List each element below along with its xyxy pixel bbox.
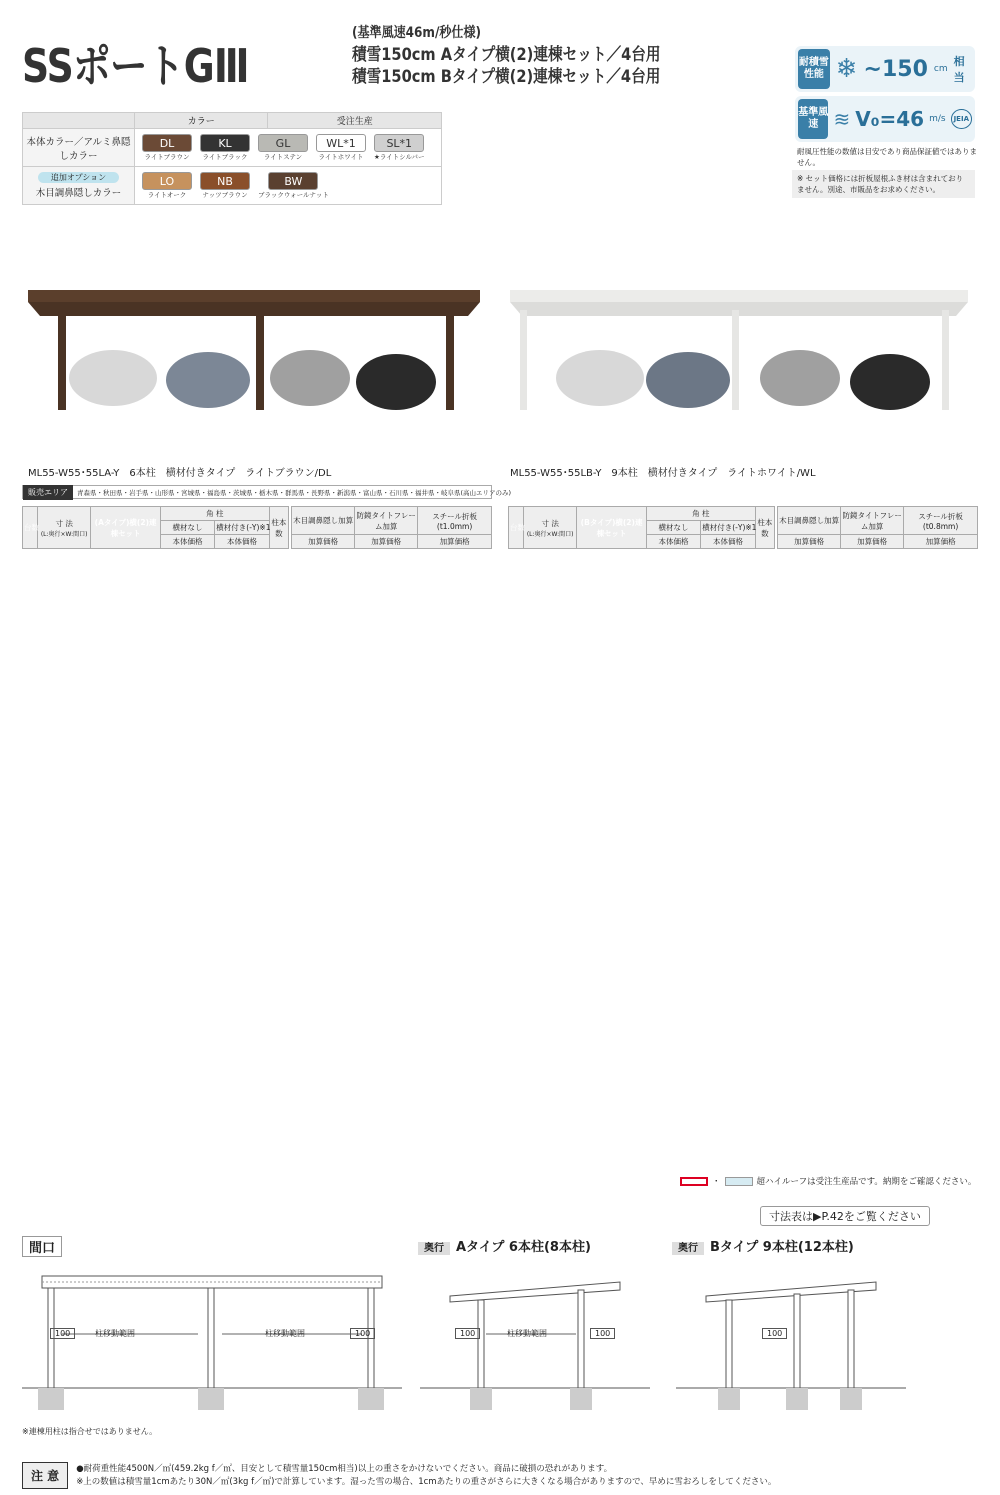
color-table <box>22 112 442 205</box>
sw2-row <box>136 172 440 199</box>
dims-link[interactable]: 寸法表は▶P.42をご覧ください <box>760 1206 930 1226</box>
col-count-b: 台数 <box>509 507 524 549</box>
swatch-wl <box>316 134 366 161</box>
caution <box>22 1462 776 1489</box>
col-body-b2: 本体価格 <box>701 535 755 549</box>
swatch-name: ブラックウォールナット <box>258 191 329 199</box>
col-size-label: 寸 法 <box>55 518 73 528</box>
caption-b: ML55-W55･55LB-Y 9本柱 横材付きタイプ ライトホワイト/WL <box>510 468 816 479</box>
front-range-2: 柱移動範囲 <box>265 1329 305 1338</box>
wind-note: 耐風圧性能の数値は目安であり商品保証値ではありません。 <box>797 147 977 167</box>
front-diagram <box>22 1262 402 1422</box>
a-depth-diagram <box>420 1262 650 1422</box>
col-size <box>37 507 90 549</box>
swatch-chip: NB <box>200 172 250 190</box>
col-tile: 防鏡タイトフレーム加算 <box>355 507 418 535</box>
col-none-b: 横材なし <box>646 521 700 535</box>
page-title: SSポートGⅢ <box>22 39 249 93</box>
swatch-name: ライトオーク <box>147 191 187 199</box>
swatch-name: ナッツブラウン <box>202 191 248 199</box>
b-tag: 100 <box>762 1328 787 1339</box>
subtitle-wind: (基準風速46m/秒仕様) <box>352 25 481 41</box>
swatch-nb <box>200 172 250 199</box>
col-kaku: 角 柱 <box>160 507 269 521</box>
price-table-a <box>22 506 492 549</box>
sales-area <box>22 485 512 499</box>
caution-label: 注 意 <box>22 1462 68 1489</box>
col-pillar-b: 柱本数 <box>755 507 774 549</box>
col-add-2: 加算価格 <box>355 535 418 549</box>
snow-rating <box>795 46 975 92</box>
col-pillar: 柱本数 <box>269 507 288 549</box>
col-body-b1: 本体価格 <box>646 535 700 549</box>
col-add-b1: 加算価格 <box>778 535 841 549</box>
swatch-chip: GL <box>258 134 308 152</box>
wood-color-cell <box>23 167 135 205</box>
set-note: ※ セット価格には折板屋根ふき材は含まれておりません。別途、市販品をお求めください。 <box>792 170 975 198</box>
swatch-chip: WL*1 <box>316 134 366 152</box>
snow-label: 耐積雪性能 <box>798 49 830 89</box>
col-none: 横材なし <box>160 521 214 535</box>
a-tag-left: 100 <box>455 1328 480 1339</box>
color-header: カラー <box>135 113 268 129</box>
swatch-chip: BW <box>268 172 318 190</box>
subtitle <box>352 22 711 88</box>
a-diagram-title <box>418 1236 591 1255</box>
wood-color-label: 木目調鼻隠しカラー <box>35 188 122 199</box>
col-set-b: (Bタイプ)横(2)連棟セット <box>577 507 646 549</box>
wood-swatches <box>135 167 442 205</box>
price-table-b <box>508 506 978 549</box>
col-kaku-b: 角 柱 <box>646 507 755 521</box>
col-steel-a: スチール折板(t1.0mm) <box>418 507 492 535</box>
col-size-b-label: 寸 法 <box>541 518 559 528</box>
col-tile-b: 防鏡タイトフレーム加算 <box>841 507 904 535</box>
swatch-name: ライトステン <box>263 153 303 161</box>
col-steel-b: スチール折板(t0.8mm) <box>904 507 978 535</box>
swatch-chip: SL*1 <box>374 134 424 152</box>
wind-unit: m/s <box>929 114 946 124</box>
front-tag-left: 100 <box>50 1328 75 1339</box>
carport-photo-a <box>28 290 483 415</box>
col-size-sub: (L:奥行×W:間口) <box>40 530 88 538</box>
swatch-chip: LO <box>142 172 192 190</box>
legend-b: ・ 超ハイルーフは受注生産品です。納期をご確認ください。 <box>680 1175 976 1187</box>
sales-area-label: 販売エリア <box>23 485 73 500</box>
a-tag-right: 100 <box>590 1328 615 1339</box>
subtitle-a: 積雪150cm Aタイプ横(2)連棟セット／4台用 <box>352 45 661 65</box>
a-depth-tag: 奥行 <box>418 1242 450 1255</box>
col-count: 台数 <box>23 507 38 549</box>
b-diagram-title <box>672 1236 854 1255</box>
col-add-3: 加算価格 <box>418 535 492 549</box>
snowflake-icon: ❄ <box>835 54 858 84</box>
wind-label: 基準風速 <box>798 99 828 139</box>
col-wood: 木目調鼻隠し加算 <box>292 507 355 535</box>
swatch-sl <box>374 134 425 161</box>
subtitle-b: 積雪150cm Bタイプ横(2)連棟セット／4台用 <box>352 67 661 87</box>
front-range-1: 柱移動範囲 <box>95 1329 135 1338</box>
snow-value: ~150 <box>863 56 928 82</box>
a-range: 柱移動範囲 <box>507 1329 547 1338</box>
wind-rating <box>795 96 975 142</box>
wind-icon: ≋ <box>833 107 851 131</box>
jeia-badge: JEIA <box>951 109 972 129</box>
col-with-b: 横材付き(-Y)※1 <box>701 521 755 535</box>
swatch-chip: DL <box>142 134 192 152</box>
caption-a: ML55-W55･55LA-Y 6本柱 横材付きタイプ ライトブラウン/DL <box>28 468 332 479</box>
legend-b-text: 超ハイルーフは受注生産品です。納期をご確認ください。 <box>756 1177 977 1187</box>
swatch-name: ★ライトシルバー <box>374 153 425 161</box>
sales-area-text: 青森県・秋田県・岩手県・山形県・宮城県・福島県・茨城県・栃木県・群馬県・長野県・新潟県・富山県・石川県・福井県・岐阜県(高山エリアのみ) <box>77 488 512 497</box>
front-note: ※連棟用柱は指合せではありません。 <box>22 1427 158 1436</box>
swatch-gl <box>258 134 308 161</box>
col-set-a: (Aタイプ)横(2)連棟セット <box>91 507 160 549</box>
wind-value: V₀=46 <box>855 107 925 131</box>
col-add-b2: 加算価格 <box>841 535 904 549</box>
b-diagram-label: Bタイプ 9本柱(12本柱) <box>710 1240 854 1255</box>
swatch-kl <box>200 134 250 161</box>
swatch-name: ライトブラック <box>202 153 248 161</box>
a-diagram-label: Aタイプ 6本柱(8本柱) <box>456 1240 591 1255</box>
swatch-lo <box>142 172 192 199</box>
col-add-1: 加算価格 <box>292 535 355 549</box>
body-color-label: 本体カラー／アルミ鼻隠しカラー <box>23 129 135 167</box>
swatch-dl <box>142 134 192 161</box>
col-size-b-sub: (L:奥行×W:間口) <box>526 530 574 538</box>
carport-photo-b <box>510 290 970 415</box>
b-depth-diagram <box>676 1262 906 1422</box>
swatch-bw <box>258 172 329 199</box>
col-with: 横材付き(-Y)※1 <box>215 521 269 535</box>
order-header: 受注生産 <box>268 113 442 129</box>
b-depth-tag: 奥行 <box>672 1242 704 1255</box>
col-body-1: 本体価格 <box>160 535 214 549</box>
front-diagram-title: 間口 <box>22 1236 62 1257</box>
caution-line-2: ※上の数値は積雪量1cmあたり30N／㎡(3kg f／㎡)で計算しています。湿った雪の場合、1cmあたりの重さがさらに大きくなる場合がありますので、早めに雪おろしをしてください。 <box>76 1476 777 1487</box>
col-wood-b: 木目調鼻隠し加算 <box>778 507 841 535</box>
body-swatches <box>135 129 442 167</box>
caution-line-1: ●耐荷重性能4500N／㎡(459.2kg f／㎡、目安として積雪量150cm相当)以上の重さをかけないでください。商品に破損の恐れがあります。 <box>76 1463 613 1474</box>
col-add-b3: 加算価格 <box>904 535 978 549</box>
col-size-b <box>523 507 576 549</box>
snow-unit: cm <box>933 64 948 74</box>
swatch-name: ライトブラウン <box>144 153 190 161</box>
snow-suffix: 相当 <box>953 55 965 84</box>
col-body-2: 本体価格 <box>215 535 269 549</box>
caution-text <box>76 1463 776 1489</box>
sw1-row <box>136 134 440 161</box>
swatch-chip: KL <box>200 134 250 152</box>
front-tag-right: 100 <box>350 1328 375 1339</box>
option-badge: 追加オプション <box>38 172 119 183</box>
swatch-name: ライトホワイト <box>318 153 364 161</box>
